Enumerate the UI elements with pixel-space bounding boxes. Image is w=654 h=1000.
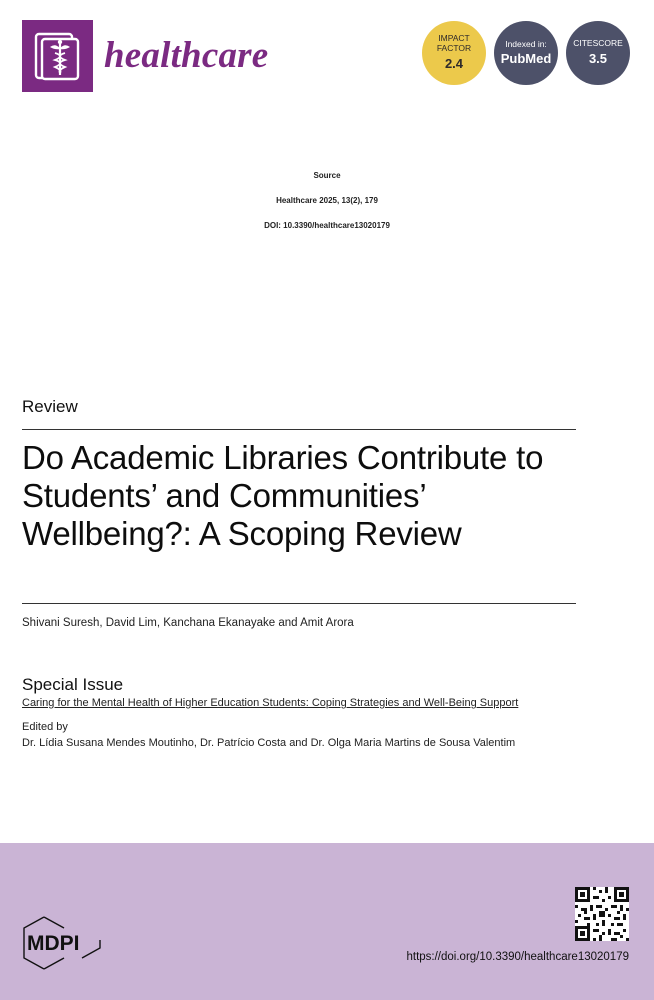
impact-factor-label: IMPACT FACTOR [436,33,472,53]
source-block [0,170,654,245]
mdpi-hexagon-icon [22,915,104,971]
edited-by-label: Edited by [22,721,68,733]
special-issue-label: Special Issue [22,675,124,694]
editors-list: Dr. Lídia Susana Mendes Moutinho, Dr. Patrício Costa and Dr. Olga Maria Martins de Sousa Valentim [22,737,516,749]
pubmed-value: PubMed [500,50,552,66]
article-title: Do Academic Libraries Contribute to Students’ and Communities’ Wellbeing?: A Scoping Review [22,439,544,552]
divider-bottom [22,603,576,604]
caduceus-icon [30,28,86,84]
source-heading: Source [313,171,341,180]
journal-logo [22,20,93,92]
journal-name[interactable]: healthcare [104,35,269,76]
citescore-value: 3.5 [588,51,608,66]
impact-factor-badge[interactable] [422,21,486,85]
source-citation: Healthcare 2025, 13(2), 179 [276,196,378,205]
citescore-badge[interactable] [566,21,630,85]
special-issue-link[interactable]: Caring for the Mental Health of Higher Education Students: Coping Strategies and Well-Being Support [22,697,519,709]
article-authors: Shivani Suresh, David Lim, Kanchana Ekanayake and Amit Arora [22,617,354,629]
pubmed-label: Indexed in: [505,38,547,49]
article-type: Review [22,397,78,416]
qr-code[interactable] [575,887,629,941]
impact-factor-value: 2.4 [444,56,464,71]
mdpi-logo[interactable] [22,915,104,976]
mdpi-wordmark: MDPI [27,932,80,955]
doi-link[interactable]: https://doi.org/10.3390/healthcare13020179 [406,951,629,963]
divider-top [22,429,576,430]
pubmed-badge[interactable] [494,21,558,85]
citescore-label: CITESCORE [573,38,623,48]
source-doi[interactable]: DOI: 10.3390/healthcare13020179 [264,221,390,230]
